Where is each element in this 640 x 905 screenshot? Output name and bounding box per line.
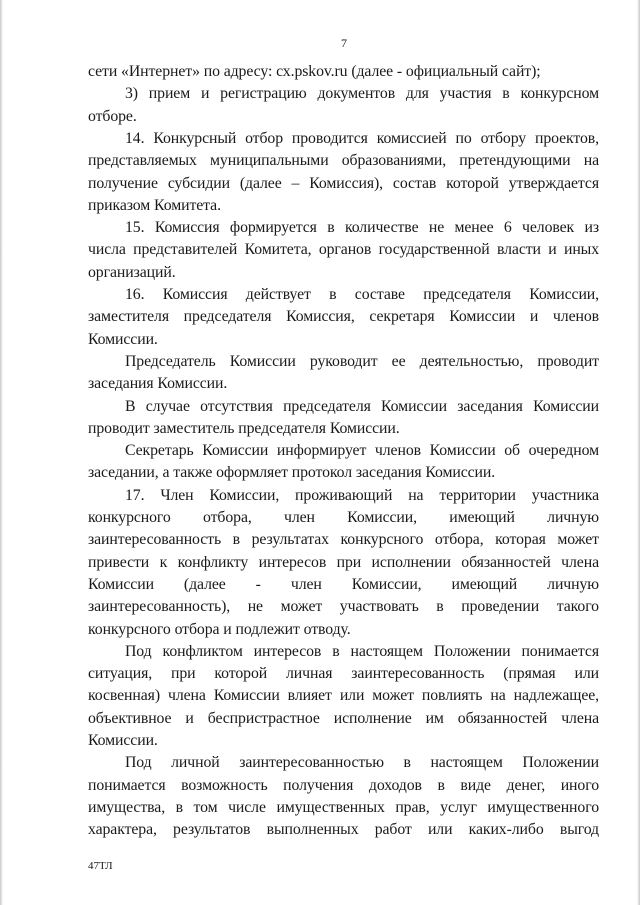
text-line: понимается возможность получения доходов в виде денег, иного	[88, 776, 599, 794]
text-line: характера, результатов выполненных работ или каких-либо выгод	[88, 821, 599, 839]
text-line: конкурсного отбора, член Комиссии, имеющий личную	[88, 509, 599, 526]
text-line: 16. Комиссия действует в составе председателя Комиссии,	[125, 286, 599, 303]
text-line: заместителя председателя Комиссия, секретаря Комиссии и членов	[88, 308, 599, 326]
text-line: Под личной заинтересованностью в настоящем Положении	[125, 754, 599, 772]
text-line: заседания Комиссии.	[88, 375, 228, 393]
text-line: проводит заместитель председателя Комиссии.	[88, 419, 400, 437]
text-line: 15. Комиссия формируется в количестве не менее 6 человек из	[125, 219, 599, 237]
text-line: Секретарь Комиссии информирует членов Комиссии об очередном	[125, 442, 599, 460]
text-line: числа представителей Комитета, органов государственной власти и иных	[88, 241, 599, 259]
text-line: сети «Интернет» по адресу: сх.pskov.ru (далее - официальный сайт);	[88, 63, 541, 80]
page-number: 7	[341, 36, 347, 50]
text-line: Председатель Комиссии руководит ее деятельностью, проводит	[125, 352, 599, 370]
text-line: 14. Конкурсный отбор проводится комиссией по отбору проектов,	[125, 129, 599, 147]
text-line: заинтересованность в результатах конкурсного отбора, которая может	[88, 531, 599, 549]
text-line: организаций.	[88, 263, 176, 281]
text-line: приказом Комитета.	[88, 196, 221, 214]
text-line: ситуация, при которой личная заинтересованность (прямая или	[88, 665, 599, 683]
text-line: Комиссии.	[88, 732, 158, 749]
text-line: В случае отсутствия председателя Комиссии заседания Комиссии	[125, 397, 599, 415]
text-line: объективное и беспристрастное исполнение им обязанностей члена	[88, 709, 599, 727]
text-line: привести к конфликту интересов при исполнении обязанностей члена	[88, 553, 599, 571]
text-line: представляемых муниципальными образованиями, претендующими на	[88, 152, 599, 170]
text-line: конкурсного отбора и подлежит отводу.	[88, 620, 351, 638]
text-line: Под конфликтом интересов в настоящем Положении понимается	[125, 642, 599, 660]
text-line: косвенная) члена Комиссии влияет или может повлиять на надлежащее,	[88, 687, 599, 705]
text-line: Комиссии.	[88, 330, 158, 348]
footer-document-code: 47ТЛ	[88, 860, 113, 872]
text-line: получение субсидии (далее – Комиссия), состав которой утверждается	[88, 174, 599, 192]
text-line: заинтересованность), не может участвовать в проведении такого	[88, 598, 599, 616]
text-line: отборе.	[88, 107, 137, 125]
text-line: 3) прием и регистрацию документов для участия в конкурсном	[125, 85, 599, 103]
text-line: имущества, в том числе имущественных прав, услуг имущественного	[88, 798, 599, 816]
text-line: заседании, а также оформляет протокол заседания Комиссии.	[88, 464, 496, 482]
text-line: 17. Член Комиссии, проживающий на территории участника	[125, 486, 599, 504]
text-line: Комиссии (далее - член Комиссии, имеющий личную	[88, 575, 599, 593]
